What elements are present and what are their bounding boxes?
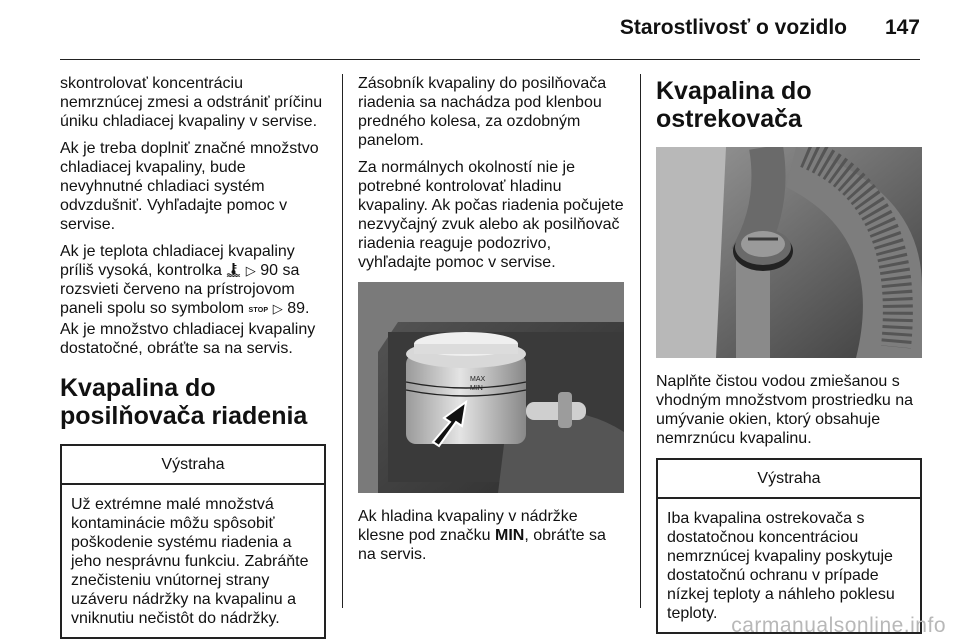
warning-body	[658, 499, 920, 632]
paragraph: Ak je treba doplniť značné množstvo chladiacej kvapaliny, bude nevyhnutné chladiaci systém odvzdušniť. Vyhľadajte pomoc v servise.	[60, 140, 319, 233]
warning-title: Výstraha	[62, 446, 324, 485]
washer-fluid-reservoir-image	[656, 147, 922, 358]
column-divider	[342, 74, 343, 608]
paragraph-text: 89. Ak je množstvo chladiacej kvapaliny dostatočné, obráťte sa na servis.	[60, 300, 316, 357]
paragraph: Naplňte čistou vodou zmiešanou s vhodným množstvom prostriedku na umývanie okien, ktorý obsahuje nemrznúcu kvapalinu.	[656, 373, 913, 447]
paragraph-text: Ak hladina kvapaliny v nádržke klesne pod značku	[358, 508, 578, 544]
paragraph: Za normálnych okolností nie je potrebné kontrolovať hladinu kvapaliny. Ak počas riadenia počujete nezvyčajný zvuk alebo ak posilňovač riadenia reaguje podozrivo, vyhľadajte pomoc v servise.	[358, 159, 624, 271]
header-title: Starostlivosť o vozidlo	[619, 16, 847, 39]
warning-body	[62, 485, 324, 637]
min-mark-label: MIN	[470, 385, 483, 392]
header-rule	[60, 59, 920, 60]
column-2	[358, 74, 624, 572]
warning-box	[60, 444, 326, 639]
page-number: 147	[884, 16, 920, 39]
warning-text: Iba kvapalina ostrekovača s dostatočnou koncentráciou nemrznúcej kvapaliny poskytuje dostatočnú ochranu v prípade nízkej teploty a náhleho poklesu teploty.	[667, 510, 895, 622]
paragraph-text: 90 sa rozsvieti červeno na prístrojovom paneli spolu so symbolom	[60, 262, 300, 317]
paragraph	[60, 242, 326, 358]
power-steering-reservoir-image	[358, 282, 624, 493]
section-heading: Kvapalina do ostrekovača	[656, 77, 812, 133]
warning-title: Výstraha	[658, 460, 920, 499]
section-heading: Kvapalina do posilňovača riadenia	[60, 374, 308, 430]
page-reference-arrow-icon: ▷	[245, 263, 256, 278]
max-mark-label: MAX	[470, 376, 486, 383]
column-1	[60, 74, 326, 639]
column-divider	[640, 74, 641, 608]
stop-symbol-icon: STOP	[248, 307, 269, 314]
paragraph: skontrolovať koncentráciu nemrznúcej zmesi a odstrániť príčinu úniku chladiacej kvapaliny v servise.	[60, 75, 323, 130]
page-reference-arrow-icon: ▷	[272, 301, 283, 316]
paragraph: Zásobník kvapaliny do posilňovača riadenia sa nachádza pod klenbou predného kolesa, za ozdobným panelom.	[358, 75, 607, 149]
watermark: carmanualsonline.info	[731, 614, 946, 637]
paragraph	[358, 507, 624, 564]
coolant-temperature-icon	[226, 262, 241, 279]
paragraph-text: Ak je teplota chladiacej kvapaliny príliš vysoká, kontrolka	[60, 243, 295, 279]
warning-box	[656, 458, 922, 634]
column-3	[656, 74, 922, 634]
warning-text: Už extrémne malé množstvá kontaminácie môžu spôsobiť poškodenie systému riadenia a jeho nesprávnu funkciu. Zabráňte znečisteniu vnútornej strany uzáveru nádržky na kvapalinu a vniknutiu nečistôt do nádržky.	[71, 496, 309, 627]
min-label: MIN	[494, 527, 525, 544]
paragraph-text: , obráťte sa na servis.	[358, 527, 606, 563]
